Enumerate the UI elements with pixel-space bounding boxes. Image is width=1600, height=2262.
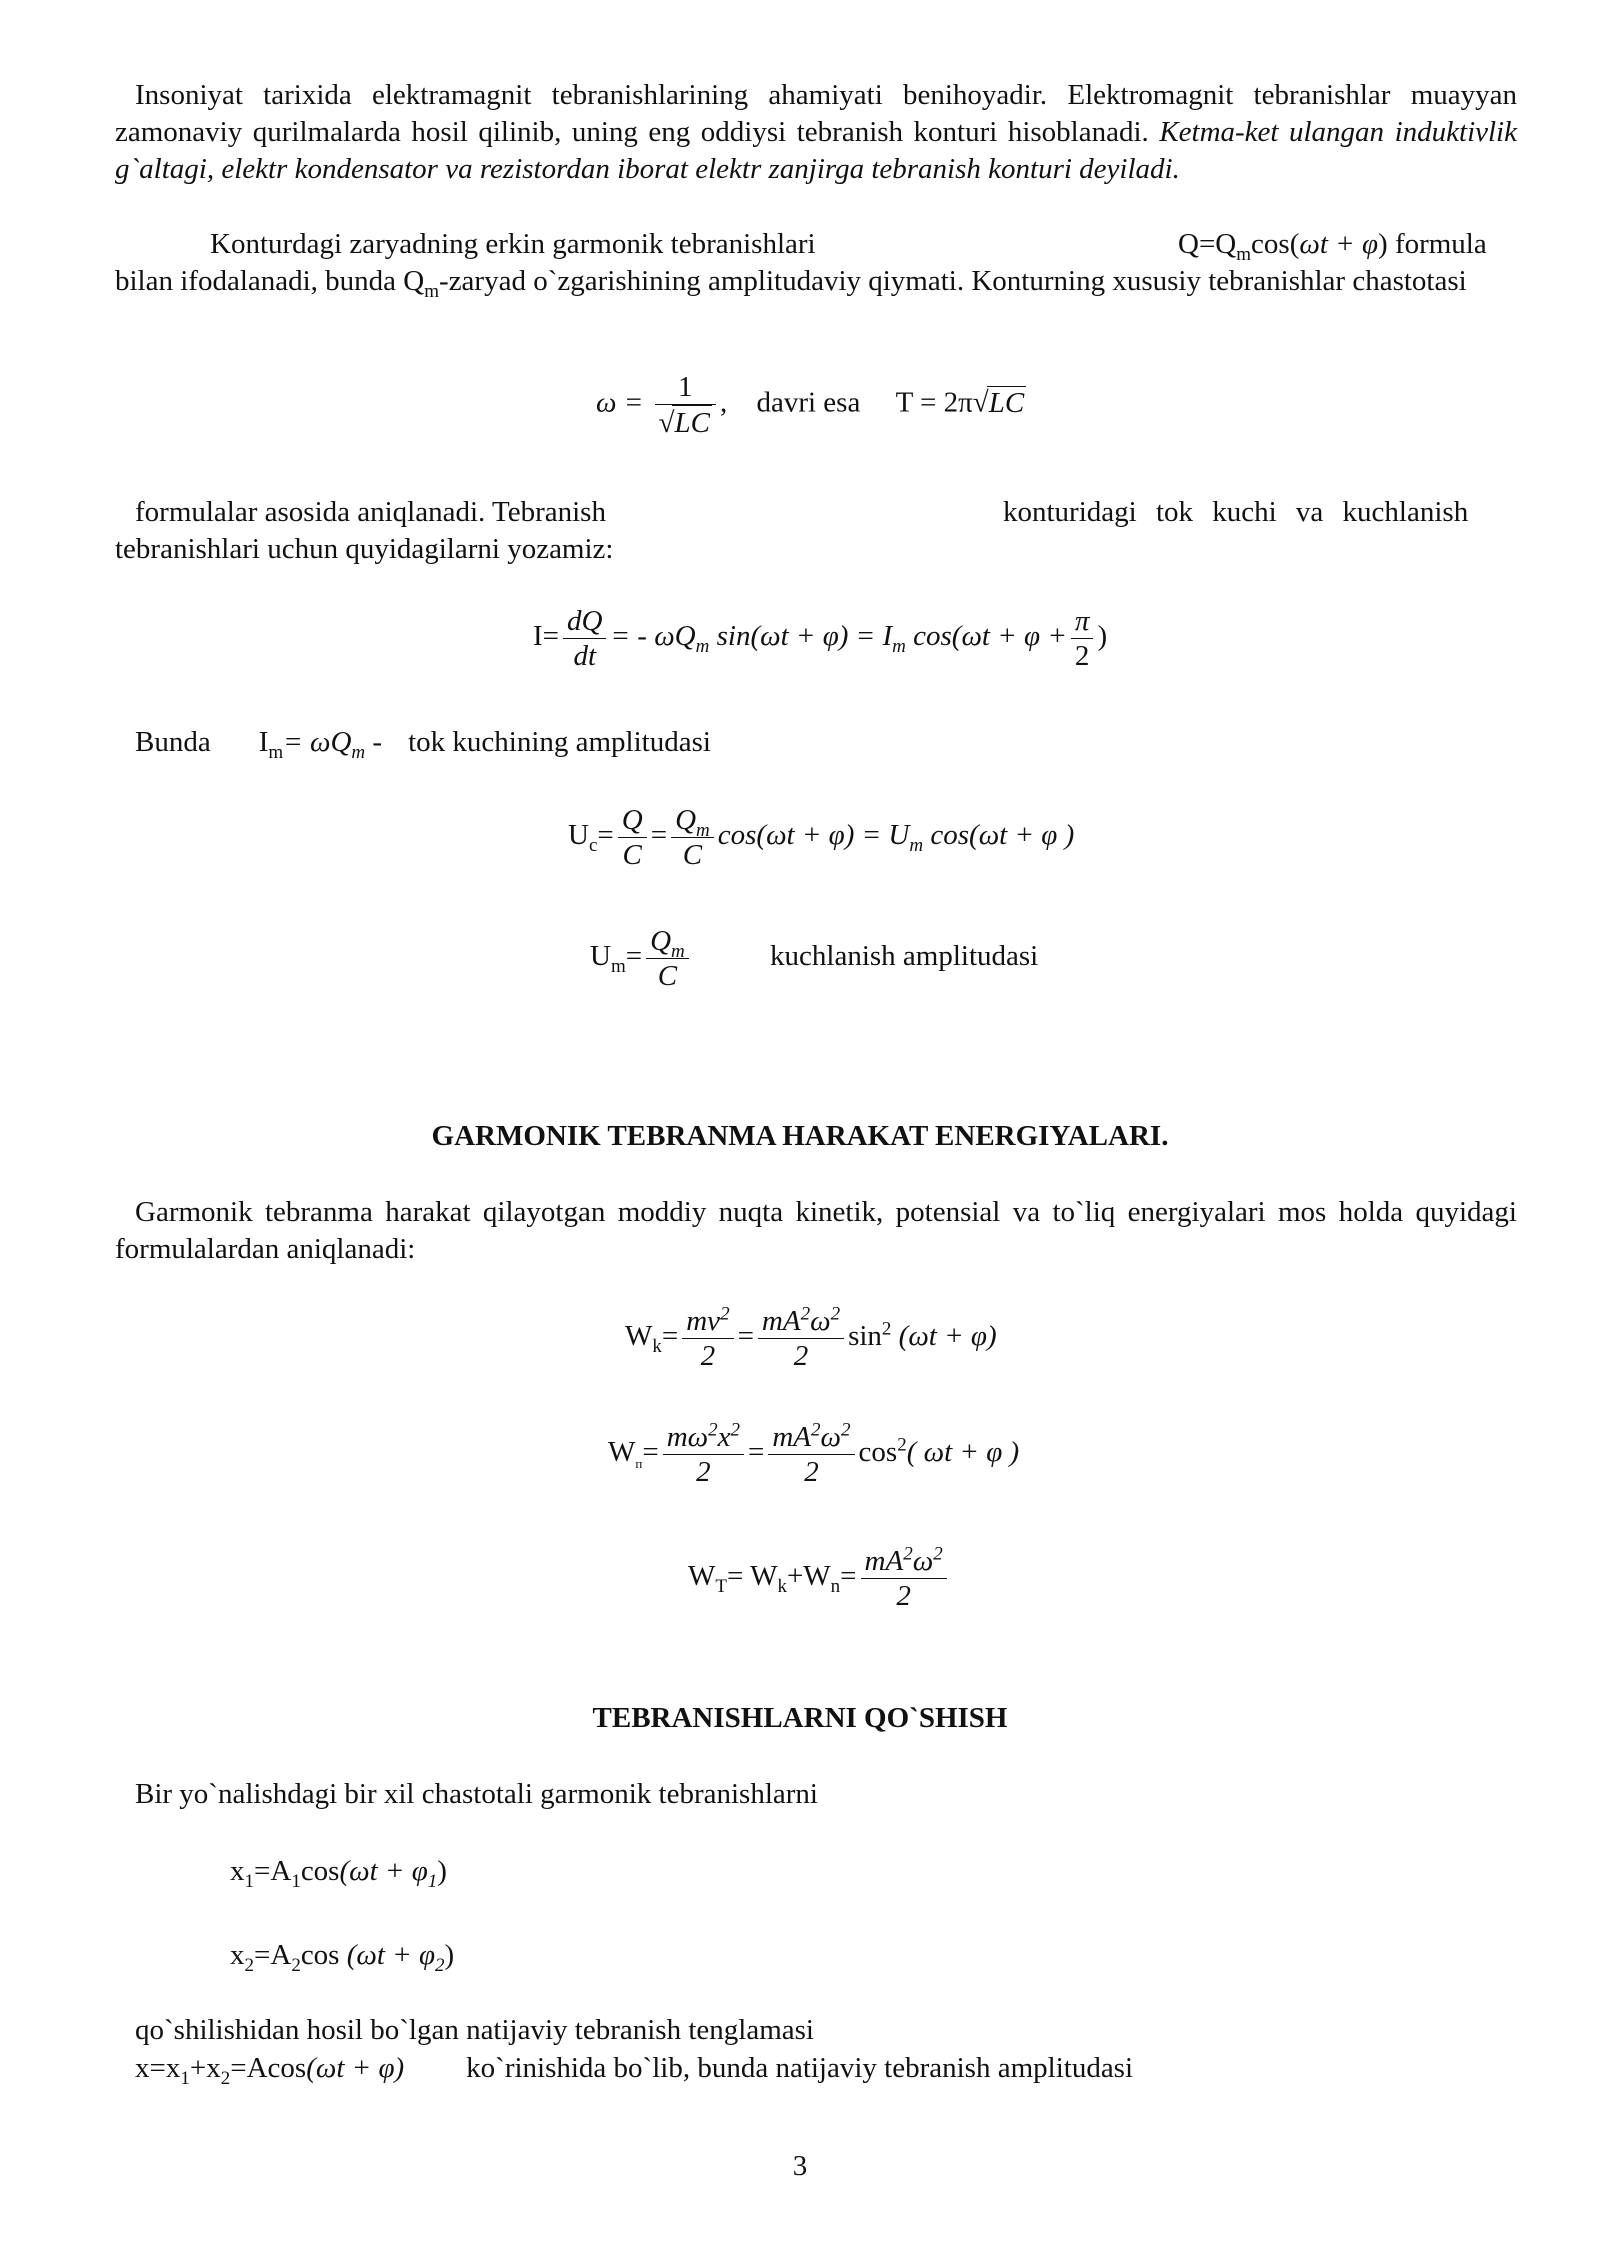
current-amplitude-line: Bunda $I_m= \omega Q_m$ - tok kuchining amplitudasi	[135, 726, 711, 763]
potential-energy-equation: $W_п=$ $\frac{m\omega^2x^2}{2}$ = $\frac{mA^2\omega^2}{2}$ $\cos^2$( ωt + φ )	[608, 1419, 1020, 1488]
energy-paragraph: Garmonik tebranma harakat qilayotgan moddiy nuqta kinetik, potensial va to`liq energiyalari mos holda quyidagi formulalardan aniqlanadi:	[115, 1196, 1517, 1265]
total-energy-equation: $W_T= W_k+W_n=$ $\frac{mA^2\omega^2}{2}$	[688, 1544, 951, 1613]
result-paragraph: qo`shilishidan hosil bo`lgan natijaviy tebranish tenglamasi	[135, 2014, 814, 2046]
intro-paragraph	[115, 77, 1517, 188]
charge-formula: $Q=Q_m\cos(\omega t + \varphi)$ formula	[1178, 228, 1487, 265]
formulas-text-right: konturidagi tok kuchi va kuchlanish	[1003, 496, 1469, 528]
x1-equation: $x_1=A_1\cos(\omega t + \varphi_1)$	[230, 1855, 447, 1892]
charge-explanation: bilan ifodalanadi, bunda $Q_m$-zaryad o`zgarishining amplitudaviy qiymati. Konturning xususiy tebranishlar chastotasi	[115, 265, 1467, 302]
definition-text: Ketma-ket ulangan induktivlik g`altagi, elektr kondensator va rezistordan iborat elektr zanjirga tebranish konturi deyiladi.	[115, 116, 1517, 185]
voltage-equation: $U_c=$ $\frac{Q}{C}$ = $\frac{Q_m}{C}$ $\cos(\omega t + \varphi) = U_m$ cos(ωt + φ )	[568, 804, 1075, 871]
kinetic-energy-equation: $W_k=$ $\frac{mv^2}{2}$ = $\frac{mA^2\omega^2}{2}$ $\sin^2 (\omega t + \varphi)$	[625, 1303, 997, 1372]
page-number: 3	[792, 2150, 808, 2182]
addition-heading: TEBRANISHLARNI QO`SHISH	[592, 1702, 1008, 1734]
intro-text: Insoniyat tarixida elektramagnit tebranishlarining ahamiyati benihoyadir. Elektromagnit tebranishlar muayyan zamonaviy qurilmalarda hosil qilinib, uning eng oddiysi tebranish konturi hisoblanadi.	[115, 79, 1517, 148]
omega-period-equation: ω = $\frac{1}{√LC}$ , davri esa T = 2π√LC	[596, 371, 1025, 439]
resultant-equation-line: $x=x_1+x_2=Acos(\omega t + \varphi)$ ko`rinishida bo`lib, bunda natijaviy tebranish amplitudasi	[135, 2052, 1134, 2089]
omega-fraction: $\frac{1}{√LC}$	[655, 370, 716, 440]
formulas-text-line2: tebranishlari uchun quyidagilarni yozamiz:	[115, 533, 614, 565]
charge-oscillation-text: Konturdagi zaryadning erkin garmonik tebranishlari	[210, 228, 816, 260]
current-equation: I= $\frac{dQ}{dt}$ = - $\omega Q_m$ $\sin(\omega t + \varphi) = I_m$ cos(ωt + φ + $\frac{\pi}{2}$ )	[533, 605, 1108, 672]
formulas-text-left: formulalar asosida aniqlanadi. Tebranish	[135, 496, 606, 528]
voltage-amplitude-equation: $U_m=$ $\frac{Q_m}{C}$ kuchlanish amplitudasi	[590, 925, 1039, 992]
energy-heading: GARMONIK TEBRANMA HARAKAT ENERGIYALARI.	[431, 1120, 1169, 1152]
addition-paragraph: Bir yo`nalishdagi bir xil chastotali garmonik tebranishlarni	[135, 1778, 818, 1810]
x2-equation: $x_2=A_2\cos$ $(\omega t + \varphi_2)$	[230, 1939, 455, 1976]
